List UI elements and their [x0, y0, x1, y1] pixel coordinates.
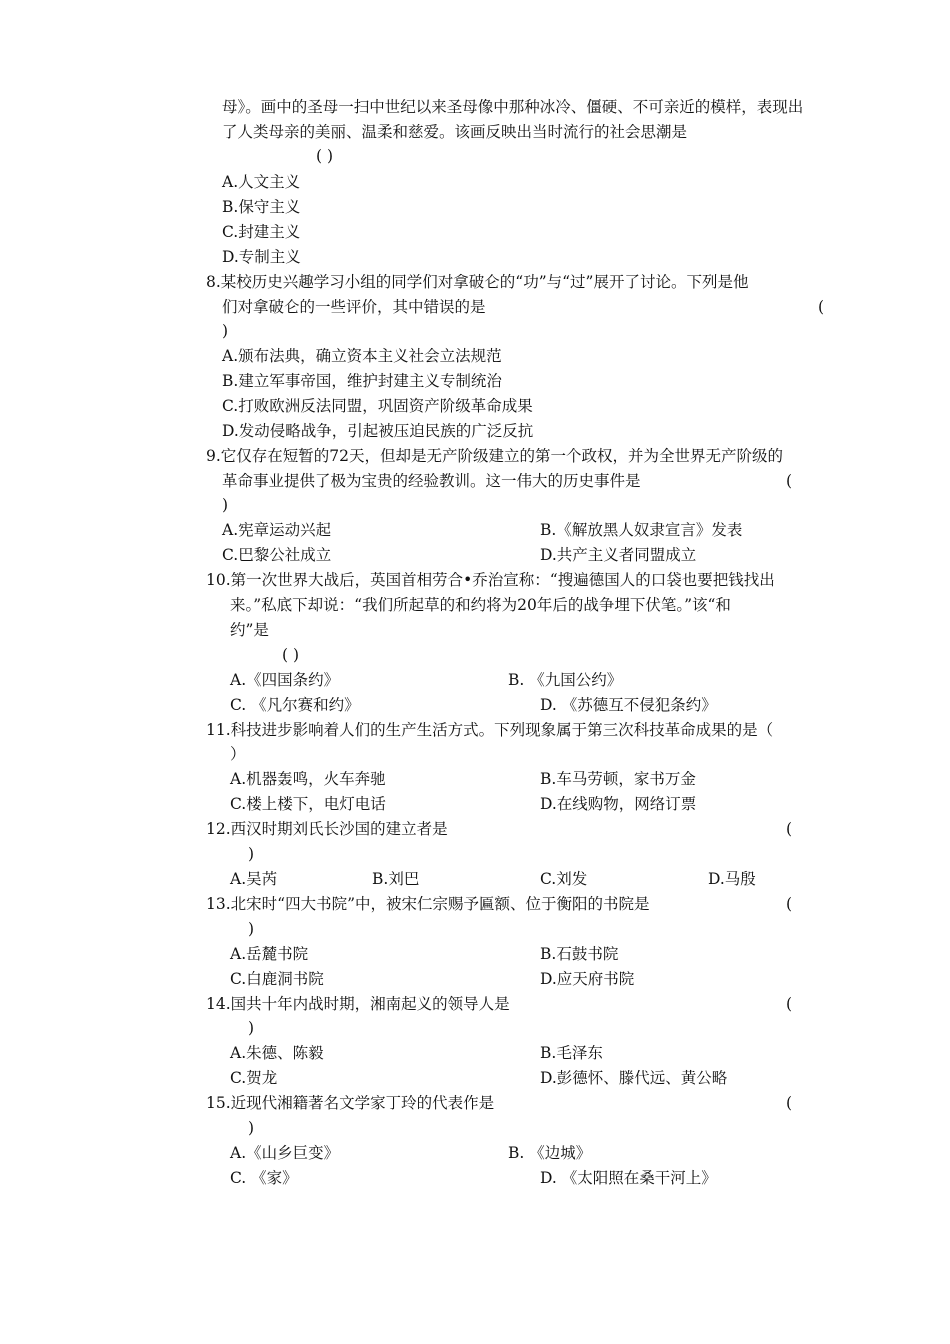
q10-stem-line3: 约”是 [230, 621, 269, 639]
q14-stem-line1: 14.国共十年内战时期，湘南起义的领导人是 [206, 995, 510, 1013]
q7-option-b: B.保守主义 [222, 198, 301, 216]
q14-option-d: D.彭德怀、滕代远、黄公略 [540, 1069, 728, 1087]
q11-option-c: C.楼上楼下，电灯电话 [230, 795, 386, 813]
q11-bracket-close: ） [230, 745, 246, 763]
q7-option-c: C.封建主义 [222, 223, 301, 241]
q15-stem-line1: 15.近现代湘籍著名文学家丁玲的代表作是 [206, 1094, 495, 1112]
q8-option-d: D.发动侵略战争，引起被压迫民族的广泛反抗 [222, 422, 534, 440]
q14-bracket-close: ) [248, 1019, 255, 1037]
q12-option-d: D.马殷 [708, 870, 756, 888]
q15-option-c: C. 《家》 [230, 1169, 298, 1187]
q13-option-c: C.白鹿洞书院 [230, 970, 324, 988]
q13-option-a: A.岳麓书院 [230, 945, 309, 963]
q12-stem-line1: 12.西汉时期刘氏长沙国的建立者是 [206, 820, 448, 838]
q8-bracket-close: ) [222, 322, 229, 340]
q8-option-b: B.建立军事帝国，维护封建主义专制统治 [222, 372, 502, 390]
q15-bracket-close: ) [248, 1119, 255, 1137]
q15-option-b: B. 《边城》 [508, 1144, 592, 1162]
q7-option-d: D.专制主义 [222, 248, 301, 266]
q7-stem-line2: 了人类母亲的美丽、温柔和慈爱。该画反映出当时流行的社会思潮是 [222, 123, 688, 141]
q10-stem-line1: 10.第一次世界大战后，英国首相劳合•乔治宣称：“搜遍德国人的口袋也要把钱找出 [206, 571, 775, 589]
q8-option-a: A.颁布法典，确立资本主义社会立法规范 [222, 347, 502, 365]
q7-option-a: A.人文主义 [222, 173, 301, 191]
q15-option-a: A.《山乡巨变》 [230, 1144, 340, 1162]
q10-stem-line2: 来。”私底下却说：“我们所起草的和约将为20年后的战争埋下伏笔。”该“和 [230, 596, 731, 614]
q13-stem-line1: 13.北宋时“四大书院”中，被宋仁宗赐予匾额、位于衡阳的书院是 [206, 895, 650, 913]
q15-bracket-open: ( [786, 1094, 793, 1112]
q12-option-c: C.刘发 [540, 870, 588, 888]
q9-option-a: A.宪章运动兴起 [222, 521, 332, 539]
q14-option-a: A.朱德、陈毅 [230, 1044, 324, 1062]
q8-bracket-open: ( [818, 298, 825, 316]
q8-stem-line1: 8.某校历史兴趣学习小组的同学们对拿破仑的“功”与“过”展开了讨论。下列是他 [206, 273, 749, 291]
q12-bracket-open: ( [786, 820, 793, 838]
q15-option-d: D. 《太阳照在桑干河上》 [540, 1169, 717, 1187]
q13-bracket-open: ( [786, 895, 793, 913]
q9-stem-line2: 革命事业提供了极为宝贵的经验教训。这一伟大的历史事件是 [222, 472, 641, 490]
q11-option-b: B.车马劳顿，家书万金 [540, 770, 696, 788]
q10-option-d: D. 《苏德互不侵犯条约》 [540, 696, 717, 714]
q11-option-a: A.机器轰鸣，火车奔驰 [230, 770, 386, 788]
q8-stem-line2: 们对拿破仑的一些评价，其中错误的是 [222, 298, 486, 316]
q13-option-d: D.应天府书院 [540, 970, 635, 988]
q12-option-b: B.刘巴 [372, 870, 420, 888]
q13-bracket-close: ) [248, 920, 255, 938]
q11-option-d: D.在线购物，网络订票 [540, 795, 697, 813]
q7-stem-line1: 母》。画中的圣母一扫中世纪以来圣母像中那种冰冷、僵硬、不可亲近的模样，表现出 [222, 98, 804, 116]
q9-option-d: D.共产主义者同盟成立 [540, 546, 697, 564]
q13-option-b: B.石鼓书院 [540, 945, 619, 963]
q9-bracket-open: ( [786, 472, 793, 490]
q10-option-b: B. 《九国公约》 [508, 671, 623, 689]
q14-option-b: B.毛泽东 [540, 1044, 603, 1062]
q12-option-a: A.吴芮 [230, 870, 278, 888]
q10-answer-bracket: ( ) [282, 646, 300, 664]
q10-option-c: C. 《凡尔赛和约》 [230, 696, 360, 714]
q14-option-c: C.贺龙 [230, 1069, 278, 1087]
q12-bracket-close: ) [248, 845, 255, 863]
q9-option-c: C.巴黎公社成立 [222, 546, 332, 564]
q7-answer-bracket: ( ) [316, 147, 334, 165]
q9-stem-line1: 9.它仅存在短暂的72天，但却是无产阶级建立的第一个政权，并为全世界无产阶级的 [206, 447, 784, 465]
q14-bracket-open: ( [786, 995, 793, 1013]
q8-option-c: C.打败欧洲反法同盟，巩固资产阶级革命成果 [222, 397, 533, 415]
q9-option-b: B.《解放黑人奴隶宣言》发表 [540, 521, 743, 539]
q11-stem-line1: 11.科技进步影响着人们的生产生活方式。下列现象属于第三次科技革命成果的是（ [206, 721, 774, 739]
q10-option-a: A.《四国条约》 [230, 671, 340, 689]
q9-bracket-close: ) [222, 496, 229, 514]
